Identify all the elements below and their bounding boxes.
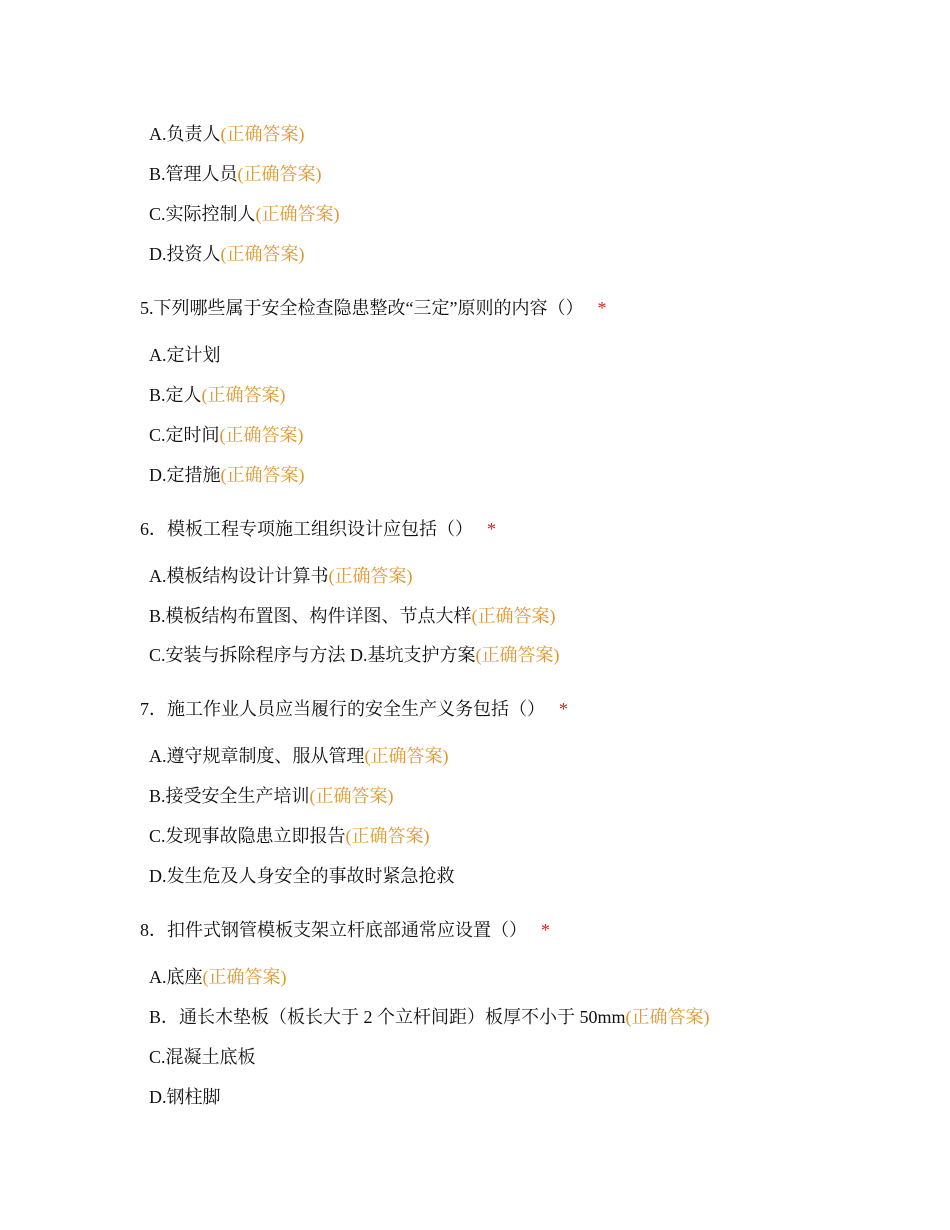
correct-answer-mark: (正确答案) (255, 204, 340, 224)
correct-answer-mark: (正确答案) (219, 425, 304, 445)
q6-option-a (149, 565, 413, 587)
option-text: D.定措施 (149, 465, 221, 485)
correct-answer-mark: (正确答案) (328, 566, 413, 586)
option-text: B．通长木垫板（板长大于 2 个立杆间距）板厚不小于 50mm (149, 1007, 626, 1027)
q4-option-c (149, 203, 340, 225)
option-text: A.定计划 (149, 345, 221, 365)
q8-option-a (149, 966, 287, 988)
q5-option-b (149, 384, 286, 406)
correct-answer-mark: (正确答案) (345, 826, 430, 846)
option-text: B.接受安全生产培训 (149, 786, 310, 806)
q7-option-b (149, 785, 394, 807)
q8-option-c (149, 1046, 256, 1068)
question-text: 5.下列哪些属于安全检查隐患整改“三定”原则的内容（） (140, 298, 584, 318)
option-text: D.发生危及人身安全的事故时紧急抢救 (149, 866, 455, 886)
q5-title (140, 297, 606, 319)
required-asterisk: * (559, 699, 568, 719)
correct-answer-mark: (正确答案) (364, 746, 449, 766)
option-text: A.负责人 (149, 124, 221, 144)
required-asterisk: * (597, 298, 607, 318)
option-text: D.钢柱脚 (149, 1087, 221, 1107)
correct-answer-mark: (正确答案) (237, 164, 322, 184)
option-text: C.定时间 (149, 425, 220, 445)
q8-option-d (149, 1086, 221, 1108)
correct-answer-mark: (正确答案) (471, 606, 556, 626)
q5-option-a (149, 344, 221, 366)
required-asterisk: * (487, 519, 496, 539)
q7-option-a (149, 745, 449, 767)
option-text: C.发现事故隐患立即报告 (149, 826, 346, 846)
q4-option-d (149, 243, 305, 265)
correct-answer-mark: (正确答案) (220, 465, 305, 485)
correct-answer-mark: (正确答案) (220, 124, 305, 144)
q8-title (140, 919, 550, 941)
option-text: A.底座 (149, 967, 203, 987)
option-text: C.混凝土底板 (149, 1047, 256, 1067)
question-text: 8．扣件式钢管模板支架立杆底部通常应设置（） (140, 920, 527, 940)
correct-answer-mark: (正确答案) (201, 385, 286, 405)
q6-option-b (149, 605, 556, 627)
option-text: C.实际控制人 (149, 204, 256, 224)
option-text: D.投资人 (149, 244, 221, 264)
q4-option-b (149, 163, 322, 185)
question-text: 6．模板工程专项施工组织设计应包括（） (140, 519, 473, 539)
required-asterisk: * (541, 920, 550, 940)
q8-option-b (149, 1006, 710, 1028)
correct-answer-mark: (正确答案) (475, 645, 560, 665)
option-text: C.安装与拆除程序与方法 D.基坑支护方案 (149, 645, 476, 665)
correct-answer-mark: (正确答案) (309, 786, 394, 806)
question-text: 7．施工作业人员应当履行的安全生产义务包括（） (140, 699, 545, 719)
option-text: B.模板结构布置图、构件详图、节点大样 (149, 606, 472, 626)
option-text: A.模板结构设计计算书 (149, 566, 329, 586)
q7-option-d (149, 865, 455, 887)
correct-answer-mark: (正确答案) (625, 1007, 710, 1027)
option-text: B.定人 (149, 385, 202, 405)
q5-option-d (149, 464, 305, 486)
option-text: A.遵守规章制度、服从管理 (149, 746, 365, 766)
q7-option-c (149, 825, 430, 847)
q6-option-c (149, 644, 560, 666)
q6-title (140, 518, 496, 540)
q7-title (140, 698, 568, 720)
correct-answer-mark: (正确答案) (202, 967, 287, 987)
option-text: B.管理人员 (149, 164, 238, 184)
q4-option-a (149, 123, 305, 145)
q5-option-c (149, 424, 304, 446)
correct-answer-mark: (正确答案) (220, 244, 305, 264)
